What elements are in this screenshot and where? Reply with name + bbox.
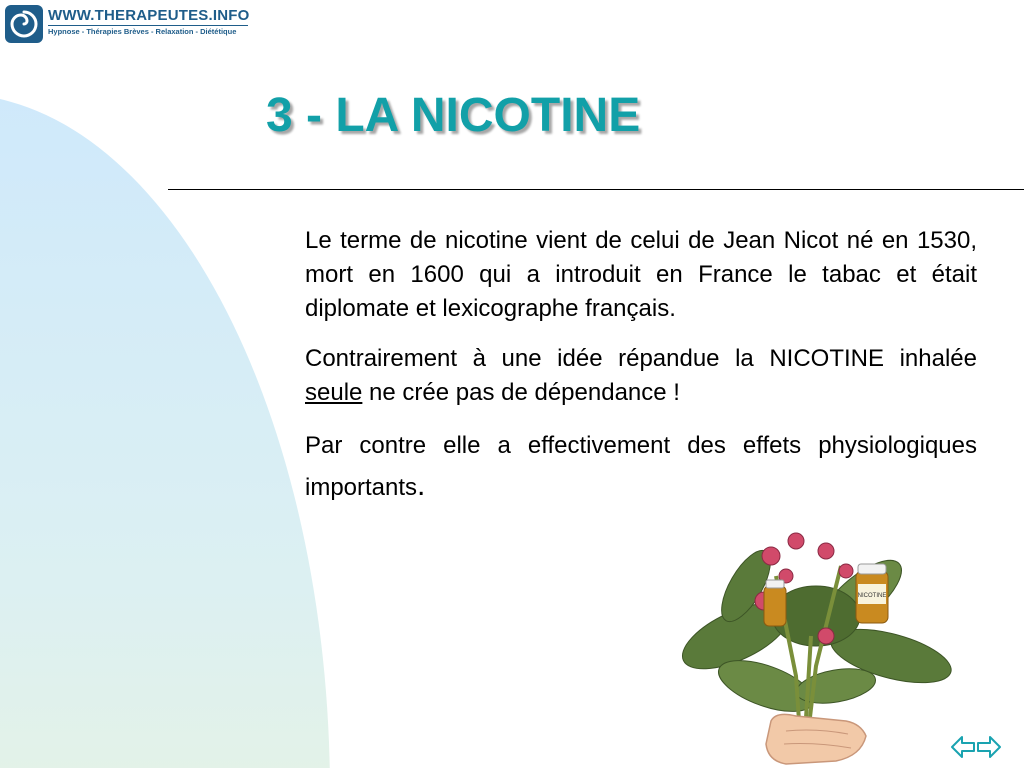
spiral-logo-icon bbox=[4, 4, 44, 44]
paragraph-dependence bbox=[305, 342, 977, 410]
tobacco-plant-illustration bbox=[676, 516, 956, 768]
title-divider bbox=[168, 189, 1024, 190]
decorative-gradient-arc bbox=[0, 94, 330, 768]
paragraph-effects-text: Par contre elle a effectivement des effets physiologiques importants bbox=[305, 432, 977, 501]
arrow-right-icon[interactable] bbox=[976, 732, 1002, 762]
site-tagline: Hypnose - Thérapies Brèves - Relaxation - Diététique bbox=[48, 27, 237, 36]
paragraph-effects-period: . bbox=[417, 469, 426, 502]
slide-body bbox=[305, 224, 977, 524]
paragraph-dependence-start: Contrairement à une idée répandue la NICOTINE inhalée bbox=[305, 345, 977, 372]
slide-title: 3 - LA NICOTINE bbox=[266, 89, 641, 142]
paragraph-effects bbox=[305, 426, 977, 508]
site-logo[interactable] bbox=[4, 4, 254, 46]
arrow-left-icon[interactable] bbox=[950, 732, 976, 762]
paragraph-dependence-end: ne crée pas de dépendance ! bbox=[362, 379, 680, 406]
site-url: WWW.THERAPEUTES.INFO bbox=[48, 7, 250, 24]
paragraph-etymology: Le terme de nicotine vient de celui de Jean Nicot né en 1530, mort en 1600 qui a introduit en France le tabac et était diplomate et lexicographe français. bbox=[305, 227, 977, 322]
logo-divider bbox=[48, 25, 248, 26]
underlined-word: seule bbox=[305, 379, 363, 406]
slide-navigation bbox=[950, 732, 1002, 762]
bottle-label: NICOTINE bbox=[857, 593, 887, 599]
